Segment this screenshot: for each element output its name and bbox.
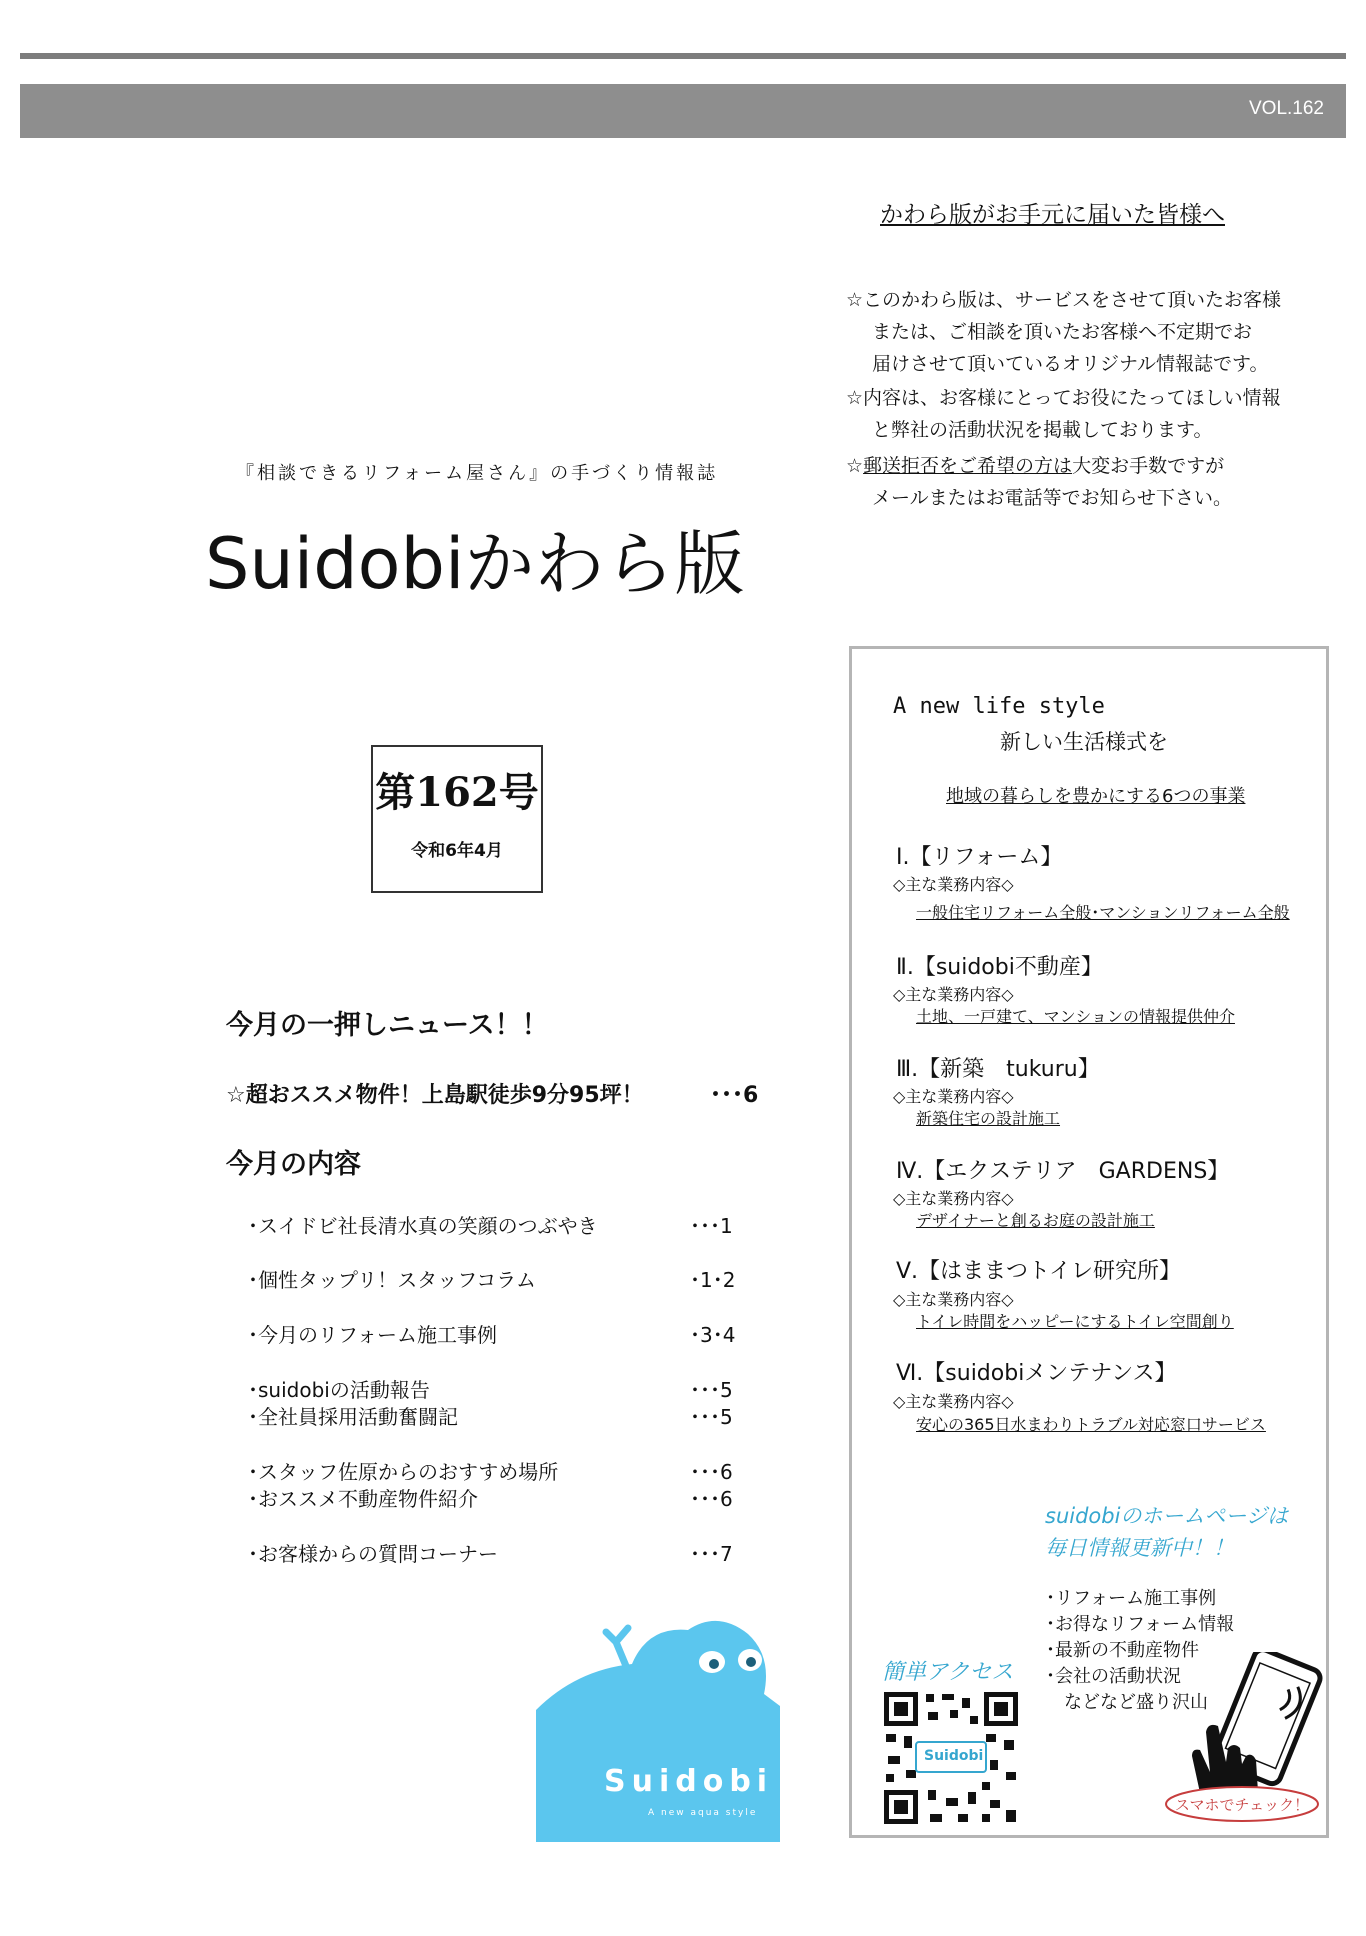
masthead-title: Suidobiかわら版 (205, 523, 745, 605)
business-description: トイレ時間をハッピーにするトイレ空間創り (916, 1312, 1234, 1331)
toc-item: ･おススメ不動産物件紹介 (248, 1487, 478, 1511)
notice-paragraph-3: ☆郵送拒否をご希望の方は大変お手数ですが メールまたはお電話等でお知らせ下さい。 (846, 455, 1233, 509)
business-title: Ⅲ.【新築 tukuru】 (896, 1057, 1100, 1082)
notice-paragraph-2: ☆内容は、お客様にとってお役にたってほしい情報 と弊社の活動状況を掲載しております。 (846, 387, 1281, 441)
business-description: 土地、一戸建て、マンションの情報提供仲介 (916, 1007, 1235, 1026)
business-subheading: ◇主な業務内容◇ (893, 1290, 1014, 1309)
business-title: Ⅱ.【suidobi不動産】 (896, 955, 1103, 980)
business-subheading: ◇主な業務内容◇ (893, 1189, 1014, 1208)
feature-item: ･リフォーム施工事例 (1046, 1588, 1217, 1609)
feature-item: などなど盛り沢山 (1046, 1692, 1208, 1713)
business-description: デザイナーと創るお庭の設計施工 (916, 1211, 1155, 1230)
feature-item: ･最新の不動産物件 (1046, 1640, 1199, 1661)
header-banner (20, 84, 1346, 138)
news-heading: 今月の一押しニュース！！ (226, 1010, 549, 1041)
smartphone-hand-icon (1162, 1652, 1328, 1822)
notice-heading: かわら版がお手元に届いた皆様へ (880, 202, 1225, 228)
issue-date: 令和6年4月 (411, 841, 503, 861)
business-subheading: ◇主な業務内容◇ (893, 1392, 1014, 1411)
business-title: Ⅰ.【リフォーム】 (896, 845, 1063, 870)
toc-item-page: ･1･2 (690, 1268, 736, 1292)
business-subheading: ◇主な業務内容◇ (893, 985, 1014, 1004)
business-subheading: ◇主な業務内容◇ (893, 875, 1014, 894)
toc-item: ･スイドビ社長清水真の笑顔のつぶやき (248, 1214, 598, 1238)
brand-tagline: A new aqua style (648, 1808, 758, 1818)
brand-name: Suidobi (604, 1764, 774, 1799)
sidebar-japanese-slogan: 新しい生活様式を (1000, 730, 1168, 754)
homepage-callout: suidobiのホームページは (1045, 1504, 1289, 1528)
business-description: 安心の365日水まわりトラブル対応窓口サービス (916, 1415, 1266, 1434)
toc-item-page: ･･･1 (690, 1214, 733, 1238)
qr-center-label: Suidobi (924, 1748, 984, 1764)
volume-number: VOL.162 (1249, 98, 1324, 119)
business-description: 新築住宅の設計施工 (916, 1109, 1061, 1128)
feature-item: ･会社の活動状況 (1046, 1666, 1181, 1687)
business-title: Ⅴ.【はままつトイレ研究所】 (896, 1259, 1181, 1284)
toc-item-page: ･･･6 (690, 1487, 733, 1511)
toc-item: ･お客様からの質問コーナー (248, 1542, 498, 1566)
news-page: ･･･6 (710, 1083, 759, 1108)
toc-heading: 今月の内容 (226, 1149, 361, 1180)
top-rule (20, 53, 1346, 59)
business-title: Ⅵ.【suidobiメンテナンス】 (896, 1361, 1177, 1386)
toc-item-page: ･･･6 (690, 1460, 733, 1484)
toc-item-page: ･3･4 (690, 1323, 736, 1347)
masthead-subtitle: 『相談できるリフォーム屋さん』の手づくり情報誌 (236, 463, 719, 484)
toc-item: ･suidobiの活動報告 (248, 1378, 430, 1402)
sidebar-english-slogan: A new life style (893, 694, 1105, 719)
toc-item: ･今月のリフォーム施工事例 (248, 1323, 497, 1347)
opt-out-emphasis: 郵送拒否をご希望の方は (863, 455, 1073, 477)
homepage-callout: 毎日情報更新中！！ (1045, 1536, 1234, 1560)
issue-box (371, 745, 543, 893)
toc-item: ･個性タップリ！スタッフコラム (248, 1268, 536, 1292)
toc-item: ･全社員採用活動奮闘記 (248, 1405, 458, 1429)
news-item: ☆超おススメ物件！上島駅徒歩9分95坪！ (226, 1083, 644, 1108)
business-subheading: ◇主な業務内容◇ (893, 1087, 1014, 1106)
notice-paragraph-1: ☆このかわら版は、サービスをさせて頂いたお客様 または、ご相談を頂いたお客様へ不定期でお 届けさせて頂いているオリジナル情報誌です。 (846, 289, 1282, 375)
toc-item-page: ･･･5 (690, 1405, 733, 1429)
feature-item: ･お得なリフォーム情報 (1046, 1614, 1235, 1635)
phone-bubble-text: スマホでチェック！ (1174, 1796, 1310, 1814)
suidobi-mascot-logo (536, 1606, 780, 1842)
toc-item-page: ･･･7 (690, 1542, 733, 1566)
toc-item: ･スタッフ佐原からのおすすめ場所 (248, 1460, 559, 1484)
toc-item-page: ･･･5 (690, 1378, 733, 1402)
issue-number: 第162号 (375, 769, 539, 816)
easy-access-label: 簡単アクセス (882, 1660, 1014, 1685)
sidebar-business-heading: 地域の暮らしを豊かにする6つの事業 (946, 786, 1246, 807)
business-title: Ⅳ.【エクステリア GARDENS】 (896, 1159, 1230, 1184)
business-description: 一般住宅リフォーム全般･マンションリフォーム全般 (916, 903, 1290, 922)
